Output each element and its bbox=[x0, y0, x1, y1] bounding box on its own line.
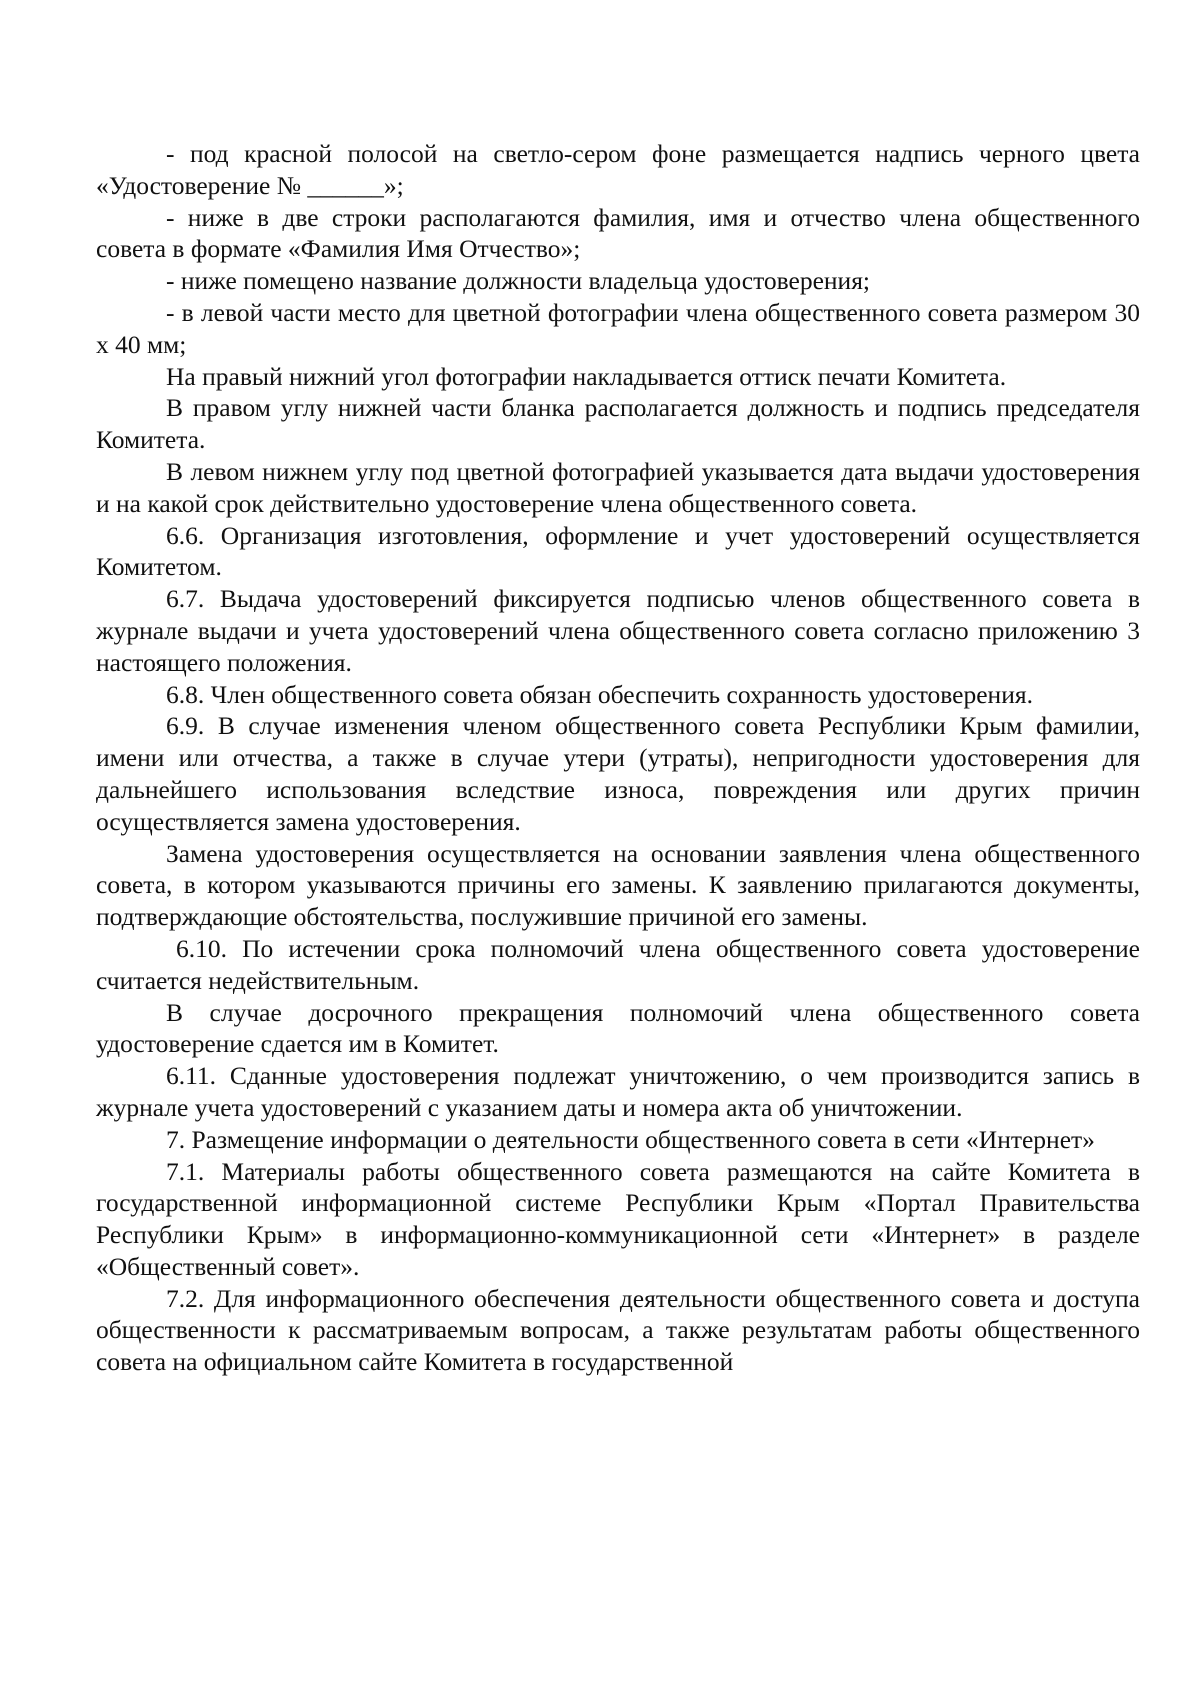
paragraph-6-9: 6.9. В случае изменения членом общественного совета Республики Крым фамилии, имени или отчества, а также в случае утери (утраты), непригодности удостоверения для дальнейшего использования вследствие износа, повреждения или других причин осуществляется замена удостоверения. bbox=[96, 711, 1140, 836]
paragraph-badge-full-name: - ниже в две строки располагаются фамилия, имя и отчество члена общественного совета в формате «Фамилия Имя Отчество»; bbox=[96, 202, 1140, 264]
paragraph-7-1: 7.1. Материалы работы общественного совета размещаются на сайте Комитета в государственной информационной системе Республики Крым «Портал Правительства Республики Крым» в информационно-коммуникационной сети «Интернет» в разделе «Общественный совет». bbox=[96, 1156, 1140, 1281]
paragraph-badge-photo: - в левой части место для цветной фотографии члена общественного совета размером 30 х 40 мм; bbox=[96, 297, 1140, 359]
section-heading-7: 7. Размещение информации о деятельности общественного совета в сети «Интернет» bbox=[166, 1124, 1095, 1154]
paragraph-early-termination: В случае досрочного прекращения полномочий члена общественного совета удостоверение сдается им в Комитет. bbox=[96, 997, 1140, 1059]
paragraph-replacement: Замена удостоверения осуществляется на основании заявления члена общественного совета, в котором указываются причины его замены. К заявлению прилагаются документы, подтверждающие обстоятельства, послужившие причиной его замены. bbox=[96, 838, 1140, 932]
paragraph-photo-stamp: На правый нижний угол фотографии накладывается оттиск печати Комитета. bbox=[166, 361, 1007, 391]
paragraph-chairman-signature: В правом углу нижней части бланка располагается должность и подпись председателя Комитета. bbox=[96, 393, 1140, 455]
paragraph-6-11: 6.11. Сданные удостоверения подлежат уничтожению, о чем производится запись в журнале учета удостоверений с указанием даты и номера акта об уничтожении. bbox=[96, 1061, 1140, 1122]
paragraph-7-2: 7.2. Для информационного обеспечения деятельности общественного совета и доступа общественности к рассматриваемым вопросам, а также результатам работы общественного совета на официальном сайте Комитета в государственной bbox=[96, 1283, 1140, 1377]
paragraph-issue-date: В левом нижнем углу под цветной фотографией указывается дата выдачи удостоверения и на какой срок действительно удостоверение члена общественного совета. bbox=[96, 456, 1140, 518]
paragraph-badge-position: - ниже помещено название должности владельца удостоверения; bbox=[166, 266, 871, 296]
paragraph-badge-title-line: - под красной полосой на светло-сером фоне размещается надпись черного цвета «Удостоверение № ______»; bbox=[96, 139, 1140, 200]
document-page bbox=[96, 138, 1140, 1378]
paragraph-6-6: 6.6. Организация изготовления, оформление и учет удостоверений осуществляется Комитетом. bbox=[96, 520, 1140, 582]
paragraph-6-7: 6.7. Выдача удостоверений фиксируется подписью членов общественного совета в журнале выдачи и учета удостоверений члена общественного совета согласно приложению 3 настоящего положения. bbox=[96, 584, 1140, 677]
paragraph-6-10: 6.10. По истечении срока полномочий члена общественного совета удостоверение считается недействительным. bbox=[96, 933, 1140, 995]
paragraph-6-8: 6.8. Член общественного совета обязан обеспечить сохранность удостоверения. bbox=[166, 679, 1033, 709]
